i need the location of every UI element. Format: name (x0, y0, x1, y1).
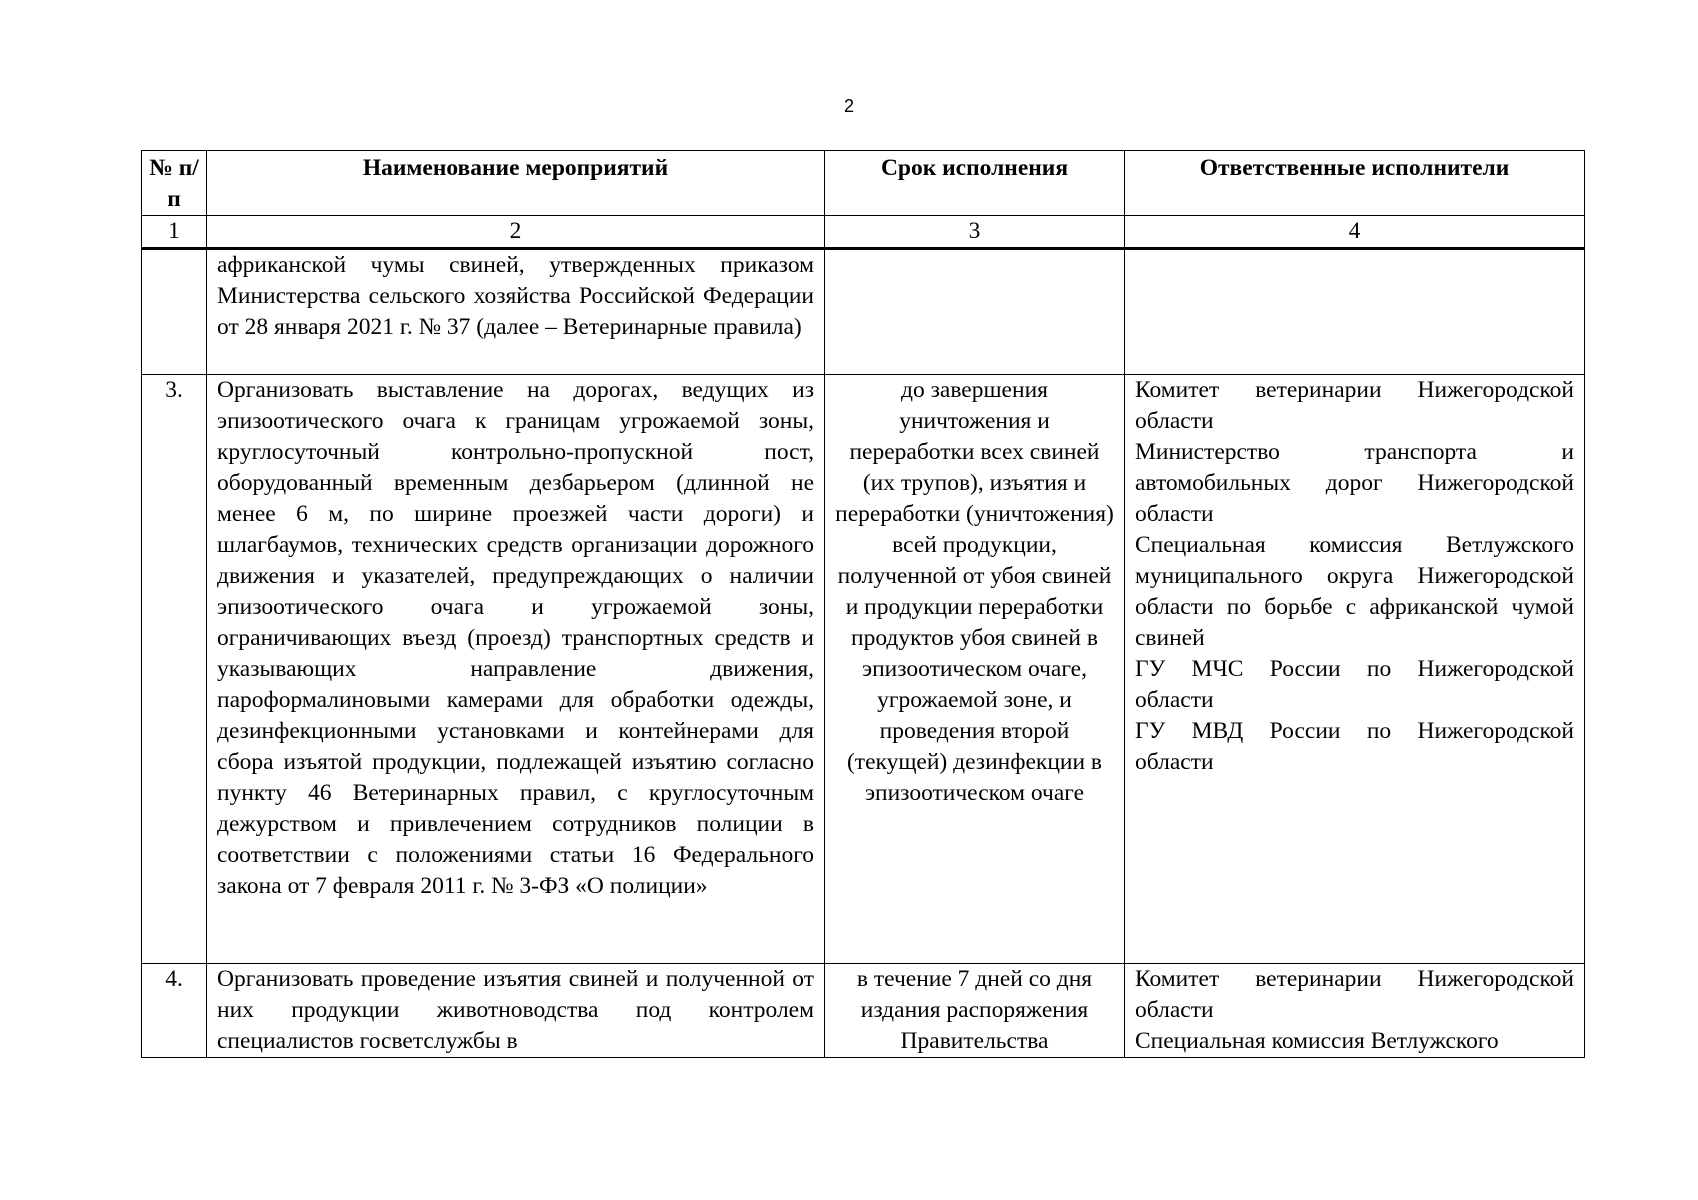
table-header-row (142, 151, 1585, 216)
responsible-item: ГУ МВД России по Нижегородской области (1135, 718, 1574, 775)
header-deadline (825, 151, 1125, 216)
row-measure (207, 375, 825, 964)
row-measure (207, 964, 825, 1058)
table-row (142, 375, 1585, 964)
row-responsible (1125, 964, 1585, 1058)
header-responsible-label: Ответственные исполнители (1199, 155, 1510, 181)
responsible-item: ГУ МЧС России по Нижегородской области (1135, 656, 1574, 713)
header-responsible (1125, 151, 1585, 216)
table-row (142, 249, 1585, 375)
header-number-label: № п/п (149, 155, 199, 212)
header-measure-label: Наименование мероприятий (362, 155, 669, 181)
column-number: 1 (142, 216, 207, 249)
table-row (142, 964, 1585, 1058)
page-number: 2 (843, 96, 854, 116)
measure-text: Организовать выставление на дорогах, ведущих из эпизоотического очага к границам угрожаемой зоны, круглосуточный контрольно-пропускной пост, оборудованный временным дезбарьером (длинной не менее 6 м, по ширине проезжей части дороги) и шлагбаумов, технических средств организации дорожного движения и указателей, предупреждающих о наличии эпизоотического очага и угрожаемой зоны, ограничивающих въезд (проезд) транспортных средств и указывающих направление движения, пароформалиновыми камерами для обработки одежды, дезинфекционными установками и контейнерами для сбора изъятой продукции, подлежащей изъятию согласно пункту 46 Ветеринарных правил, с круглосуточным дежурством и привлечением сотрудников полиции в соответствии с положениями статьи 16 Федерального закона от 7 февраля 2011 г. № 3-ФЗ «О полиции» (217, 377, 814, 899)
responsible-item: Специальная комиссия Ветлужского муниципального округа Нижегородской области по борьбе с африканской чумой свиней (1135, 532, 1574, 651)
header-measure (207, 151, 825, 216)
responsible-item: Комитет ветеринарии Нижегородской области (1135, 377, 1574, 434)
header-number (142, 151, 207, 216)
row-responsible (1125, 249, 1585, 375)
column-number: 4 (1125, 216, 1585, 249)
measures-table (141, 150, 1585, 1058)
row-number (142, 249, 207, 375)
column-number: 2 (207, 216, 825, 249)
row-deadline: в течение 7 дней со дня издания распоряжения Правительства (825, 964, 1125, 1058)
column-numbers-row (142, 216, 1585, 249)
row-number: 4. (142, 964, 207, 1058)
header-deadline-label: Срок исполнения (880, 155, 1069, 181)
responsible-item: Министерство транспорта и автомобильных дорог Нижегородской области (1135, 439, 1574, 527)
responsible-item: Специальная комиссия Ветлужского (1135, 1028, 1499, 1054)
row-deadline: до завершения уничтожения и переработки всех свиней (их трупов), изъятия и переработки (уничтожения) всей продукции, полученной от убоя свиней и продукции переработки продуктов убоя свиней в эпизоотическом очаге, угрожаемой зоне, и проведения второй (текущей) дезинфекции в эпизоотическом очаге (825, 375, 1125, 964)
row-responsible (1125, 375, 1585, 964)
measure-text: Организовать проведение изъятия свиней и полученной от них продукции животноводства под контролем специалистов госветслужбы в (217, 966, 814, 1054)
row-number: 3. (142, 375, 207, 964)
column-number: 3 (825, 216, 1125, 249)
measure-text: африканской чумы свиней, утвержденных приказом Министерства сельского хозяйства Российской Федерации от 28 января 2021 г. № 37 (далее – Ветеринарные правила) (217, 252, 814, 340)
row-measure (207, 249, 825, 375)
responsible-item: Комитет ветеринарии Нижегородской области (1135, 966, 1574, 1023)
row-deadline (825, 249, 1125, 375)
